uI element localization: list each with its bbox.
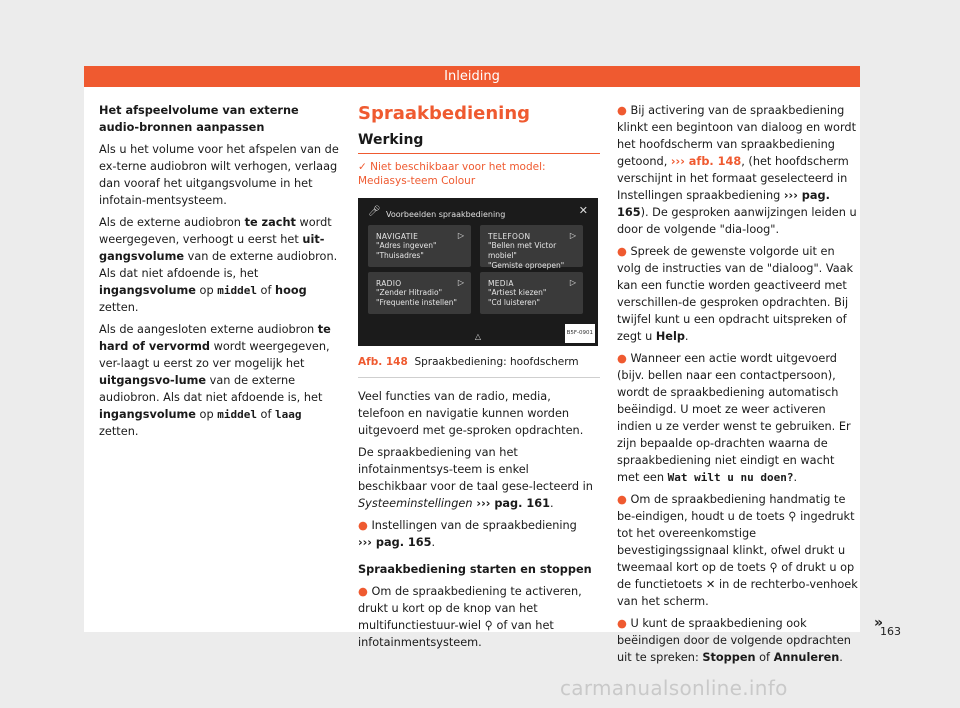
voice-control-screenshot (358, 198, 598, 346)
tile-media: MEDIA ▷ "Artiest kiezen" "Cd luisteren" (480, 272, 583, 314)
bullet-item: ● Instellingen van de spraakbediening ››› pag. 165. (358, 519, 577, 549)
column-2 (358, 102, 600, 656)
paragraph: Als de externe audiobron te zacht wordt weergegeven, verhoogt u eerst het uit-gangsvolume van de externe audiobron. Als dat niet afdoende is, het ingangsvolume op middel of hoog zetten. (99, 216, 338, 314)
play-icon: ▷ (569, 278, 576, 287)
paragraph: Veel functies van de radio, media, telefoon en navigatie kunnen worden uitgevoerd met ge-sproken opdrachten. (358, 390, 584, 437)
figure-caption: Afb. 148 Spraakbediening: hoofdscherm (358, 346, 600, 378)
figure-code: B5F-0901 (565, 324, 595, 343)
paragraph: Als u het volume voor het afspelen van de ex-terne audiobron wilt verhogen, verlaag dan vooraf het uitgangsvolume in het infotain-mentsysteem. (99, 143, 339, 207)
bullet-item: ● Om de spraakbediening te activeren, drukt u kort op de knop van het multifunctiestuur-wiel ⚲ of van het infotainmentsysteem. (358, 585, 582, 649)
voice-icon: 🎤︎ (368, 206, 381, 217)
close-icon: ✕ (578, 204, 588, 217)
bullet-item: ● Wanneer een actie wordt uitgevoerd (bijv. bellen naar een contactpersoon), wordt de spraakbediening automatisch beëindigd. U moet ze weer activeren indien u ze verder wenst te gebruiken. Er zijn bepaalde op-drachten waarna de spraakbediening niet eindigt en wacht met een Wat wilt u nu doen?. (617, 352, 851, 484)
column-1 (99, 102, 341, 445)
availability-note: ✓ Niet beschikbaar voor het model: Mediasys-teem Colour (358, 161, 546, 187)
play-icon: ▷ (457, 231, 464, 240)
manual-page (84, 66, 901, 664)
tile-radio: RADIO ▷ "Zender Hitradio" "Frequentie instellen" (368, 272, 471, 314)
chapter-title: Spraakbediening (358, 103, 531, 124)
paragraph: De spraakbediening van het infotainmentsys-teem is enkel beschikbaar voor de taal gese-lecteerd in Systeeminstellingen ››› pag. 161. (358, 446, 593, 510)
section-header: Inleiding (84, 66, 860, 87)
section-title: Werking (358, 132, 600, 154)
page-number: 163 (880, 625, 901, 638)
paragraph: Als de aangesloten externe audiobron te hard of vervormd wordt weergegeven, ver-laagt u eerst zo ver mogelijk het uitgangsvo-lume van de externe audiobron. Als dat niet afdoende is, het ingangsvolume op middel of laag zetten. (99, 323, 331, 438)
watermark: carmanualsonline.info (560, 676, 788, 700)
screen-title: Voorbeelden spraakbediening (386, 210, 506, 219)
tile-navigation: NAVIGATIE ▷ "Adres ingeven" "Thuisadres" (368, 225, 471, 267)
play-icon: ▷ (457, 278, 464, 287)
play-icon: ▷ (569, 231, 576, 240)
bullet-item: ● Bij activering van de spraakbediening klinkt een begintoon van dialoog en wordt het hoofdscherm van spraakbediening getoond, ››› afb. 148, (het hoofdscherm verschijnt in het formaat geselecteerd in Instellingen spraakbediening ››› pag. 165). De gesproken aanwijzingen leiden u door de volgende "dia-loog". (617, 104, 857, 236)
subsection-heading: Spraakbediening starten en stoppen (358, 563, 592, 576)
bullet-item: ● Spreek de gewenste volgorde uit en volg de instructies van de "dialoog". Vaak kan een functie worden geactiveerd met verschillen-de gesproken opdrachten. Bij twijfel kunt u een opdracht uitspreken of zegt u Help. (617, 245, 854, 343)
bullet-item: ● Om de spraakbediening handmatig te be-eindigen, houdt u de toets ⚲ ingedrukt tot het overeenkomstige bevestigingssignaal klinkt, ofwel drukt u tweemaal kort op de toets ⚲ of drukt u op de functietoets ✕ in de rechterbo-venhoek van het scherm. (617, 493, 858, 608)
chevron-up-icon: △ (474, 332, 482, 341)
bullet-item: ● U kunt de spraakbediening ook beëindigen door de volgende opdrachten uit te spreken: Stoppen of Annuleren. (617, 617, 851, 664)
tile-telephone: TELEFOON ▷ "Bellen met Victor mobiel" "Gemiste oproepen" (480, 225, 583, 267)
continue-marker: » (874, 615, 884, 631)
column-3 (617, 102, 859, 671)
subsection-heading: Het afspeelvolume van externe audio-bronnen aanpassen (99, 104, 299, 134)
